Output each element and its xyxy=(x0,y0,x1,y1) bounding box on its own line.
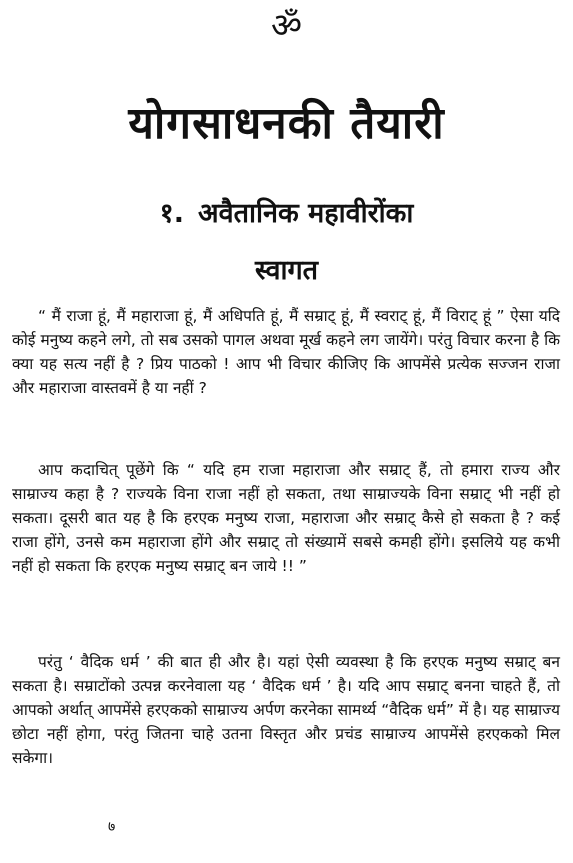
paragraph-3: परंतु ‘ वैदिक धर्म ’ की बात ही और है। यहां ऐसी व्यवस्था है कि हरएक मनुष्य सम्राट् बन सकता है। सम्राटोंको उत्पन्न करनेवाला यह ‘ वैदिक धर्म ’ है। यदि आप सम्राट् बनना चाहते हैं, तो आपको अर्थात् आपमेंसे हरएकको साम्राज्य अर्पण करनेका सामर्थ्य “वैदिक धर्म” में है। यह साम्राज्य छोटा नहीं होगा, परंतु जितना चाहे उतना विस्तृत और प्रचंड साम्राज्य आपमेंसे हरएकको मिल सकेगा। xyxy=(12,653,560,767)
chapter-subtitle: स्वागत xyxy=(254,255,319,286)
paragraph-2: आप कदाचित् पूछेंगे कि “ यदि हम राजा महाराजा और सम्राट् हैं, तो हमारा राज्य और साम्राज्य कहा है ? राज्यके विना राजा नहीं हो सकता, तथा साम्राज्यके विना सम्राट् भी नहीं हो सकता। दूसरी बात यह है कि हरएक मनुष्य राजा, महाराजा और सम्राट् कैसे हो सकता है ? कई राजा होंगे, उनसे कम महाराजा होंगे और सम्राट् तो संख्यामें सबसे कमही होंगे। इसलिये यह कभी नहीं हो सकता कि हरएक मनुष्य सम्राट् बन जाये !! ” xyxy=(12,461,560,575)
page-title: योगसाधनकी तैयारी xyxy=(128,98,445,149)
page-number: ७ xyxy=(108,819,116,835)
om-symbol: ॐ xyxy=(270,6,302,46)
chapter-title: अवैतानिक महावीरोंका xyxy=(197,198,414,229)
chapter-number: १. xyxy=(159,198,184,229)
chapter-heading xyxy=(0,196,573,232)
paragraph-1: “ मैं राजा हूं, मैं महाराजा हूं, मैं अधिपति हूं, मैं सम्राट् हूं, मैं स्वराट् हूं, मैं विराट् हूं ” ऐसा यदि कोई मनुष्य कहने लगे, तो सब उसको पागल अथवा मूर्ख कहने लग जायेंगे। परंतु विचार करना है कि क्या यह सत्य नहीं है ? प्रिय पाठको ! आप भी विचार कीजिए कि आपमेंसे प्रत्येक सज्जन राजा और महाराजा वास्तवमें है या नहीं ? xyxy=(12,307,560,397)
